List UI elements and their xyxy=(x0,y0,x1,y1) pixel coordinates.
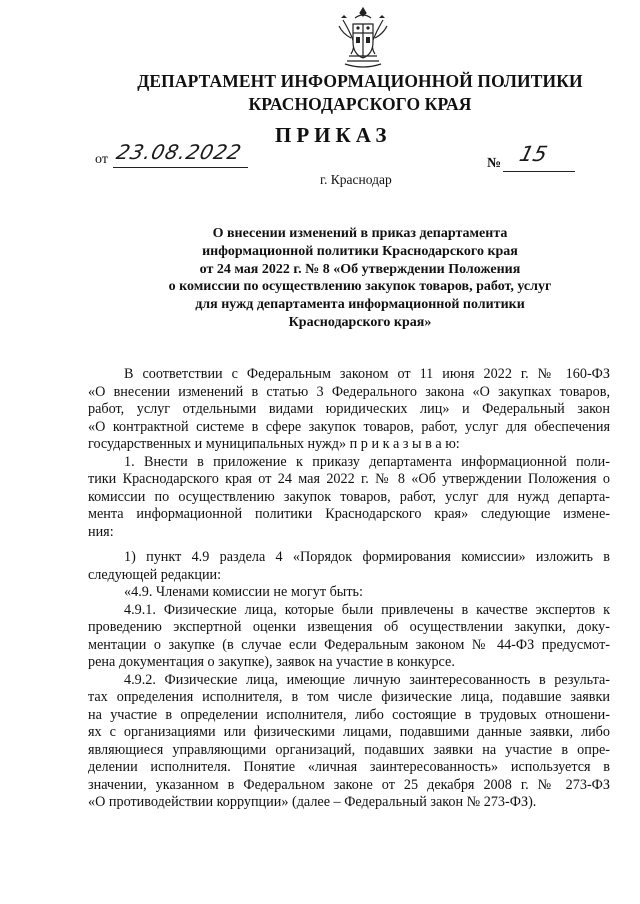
body-line: ния: xyxy=(88,523,114,540)
subject-line: для нужд департамента информационной политики xyxy=(195,297,525,313)
department-line-1: ДЕПАРТАМЕНТ ИНФОРМАЦИОННОЙ ПОЛИТИКИ xyxy=(137,71,583,91)
body-line: значении, указанном в Федеральном законе от 25 декабря 2008 г. № 273-ФЗ xyxy=(88,776,610,793)
body-line: «О контрактной системе в сфере закупок товаров, работ, услуг для обеспечения xyxy=(88,418,610,435)
body-line: В соответствии с Федеральным законом от 11 июня 2022 г. № 160-ФЗ xyxy=(124,366,610,382)
body-line: комиссии по осуществлению закупок товаров, работ, услуг для нужд департа- xyxy=(88,488,610,505)
body-line: 1) пункт 4.9 раздела 4 «Порядок формирования комиссии» изложить в xyxy=(124,549,610,565)
body-line: ях с организациями или физическими лицами, подавшими данные заявки, либо xyxy=(88,724,610,740)
body-line: 4.9.1. Физические лица, которые были привлечены в качестве экспертов к xyxy=(124,601,610,618)
subject-line: О внесении изменений в приказ департамента xyxy=(212,226,508,241)
order-subject xyxy=(140,225,580,332)
body-line: на участие в определении исполнителя, либо состоящие в трудовых отношени- xyxy=(88,706,610,723)
date-label: от xyxy=(95,152,108,167)
body-line: делении исполнителя. Понятие «личная заинтересованность» используется в xyxy=(88,759,610,775)
body-line: 4.9.2. Физические лица, имеющие личную заинтересованность в результа- xyxy=(124,671,610,688)
body-line: 1. Внести в приложение к приказу департамента информационной поли- xyxy=(124,453,610,470)
number-label: № xyxy=(487,156,502,171)
body-line: тах определения исполнителя, в том числе физические лица, подавшие заявки xyxy=(88,689,610,705)
body-line: проведению экспертной оценки извещения об осуществлении закупки, доку- xyxy=(88,619,610,635)
date-underline xyxy=(113,167,248,168)
department-name xyxy=(80,70,640,116)
body-line: «4.9. Членами комиссии не могут быть: xyxy=(124,584,363,600)
body-line: государственных и муниципальных нужд» п р и к а з ы в а ю: xyxy=(88,436,460,452)
body-line: являющиеся управляющими организаций, подавших заявки на участие в опре- xyxy=(88,741,610,758)
subject-line: о комиссии по осуществлению закупок товаров, работ, услуг xyxy=(168,279,552,295)
order-body xyxy=(88,366,610,812)
department-line-2: КРАСНОДАРСКОГО КРАЯ xyxy=(248,94,472,114)
body-line: мента информационной политики Краснодарского края» следующие измене- xyxy=(88,506,610,522)
document-type: ПРИКАЗ xyxy=(275,123,392,147)
city: г. Краснодар xyxy=(320,172,392,187)
body-line: «О противодействии коррупции» (далее – Федеральный закон № 273-ФЗ). xyxy=(88,794,537,810)
handwritten-date: 23.08.2022 xyxy=(114,140,245,164)
body-line: следующей редакции: xyxy=(88,566,222,583)
paragraph-gap xyxy=(88,541,610,549)
handwritten-number: 15 xyxy=(517,142,550,166)
body-line: работ, услуг отдельными видами юридических лиц» и Федеральный закон xyxy=(88,401,610,417)
coat-of-arms-icon xyxy=(335,6,391,68)
subject-line: информационной политики Краснодарского края xyxy=(202,243,518,259)
body-line: тики Краснодарского края от 24 мая 2022 г. № 8 «Об утверждении Положения о xyxy=(88,471,610,487)
body-line: ментации о закупке (в случае если Федеральным законом № 44-ФЗ предусмот- xyxy=(88,636,610,653)
body-line: рена документация о закупке), заявок на участие в конкурсе. xyxy=(88,654,455,670)
subject-line: от 24 мая 2022 г. № 8 «Об утверждении Положения xyxy=(199,261,521,277)
subject-line: Краснодарского края» xyxy=(288,314,432,330)
body-line: «О внесении изменений в статью 3 Федерального закона «О закупках товаров, xyxy=(88,383,610,400)
number-underline xyxy=(503,171,575,172)
